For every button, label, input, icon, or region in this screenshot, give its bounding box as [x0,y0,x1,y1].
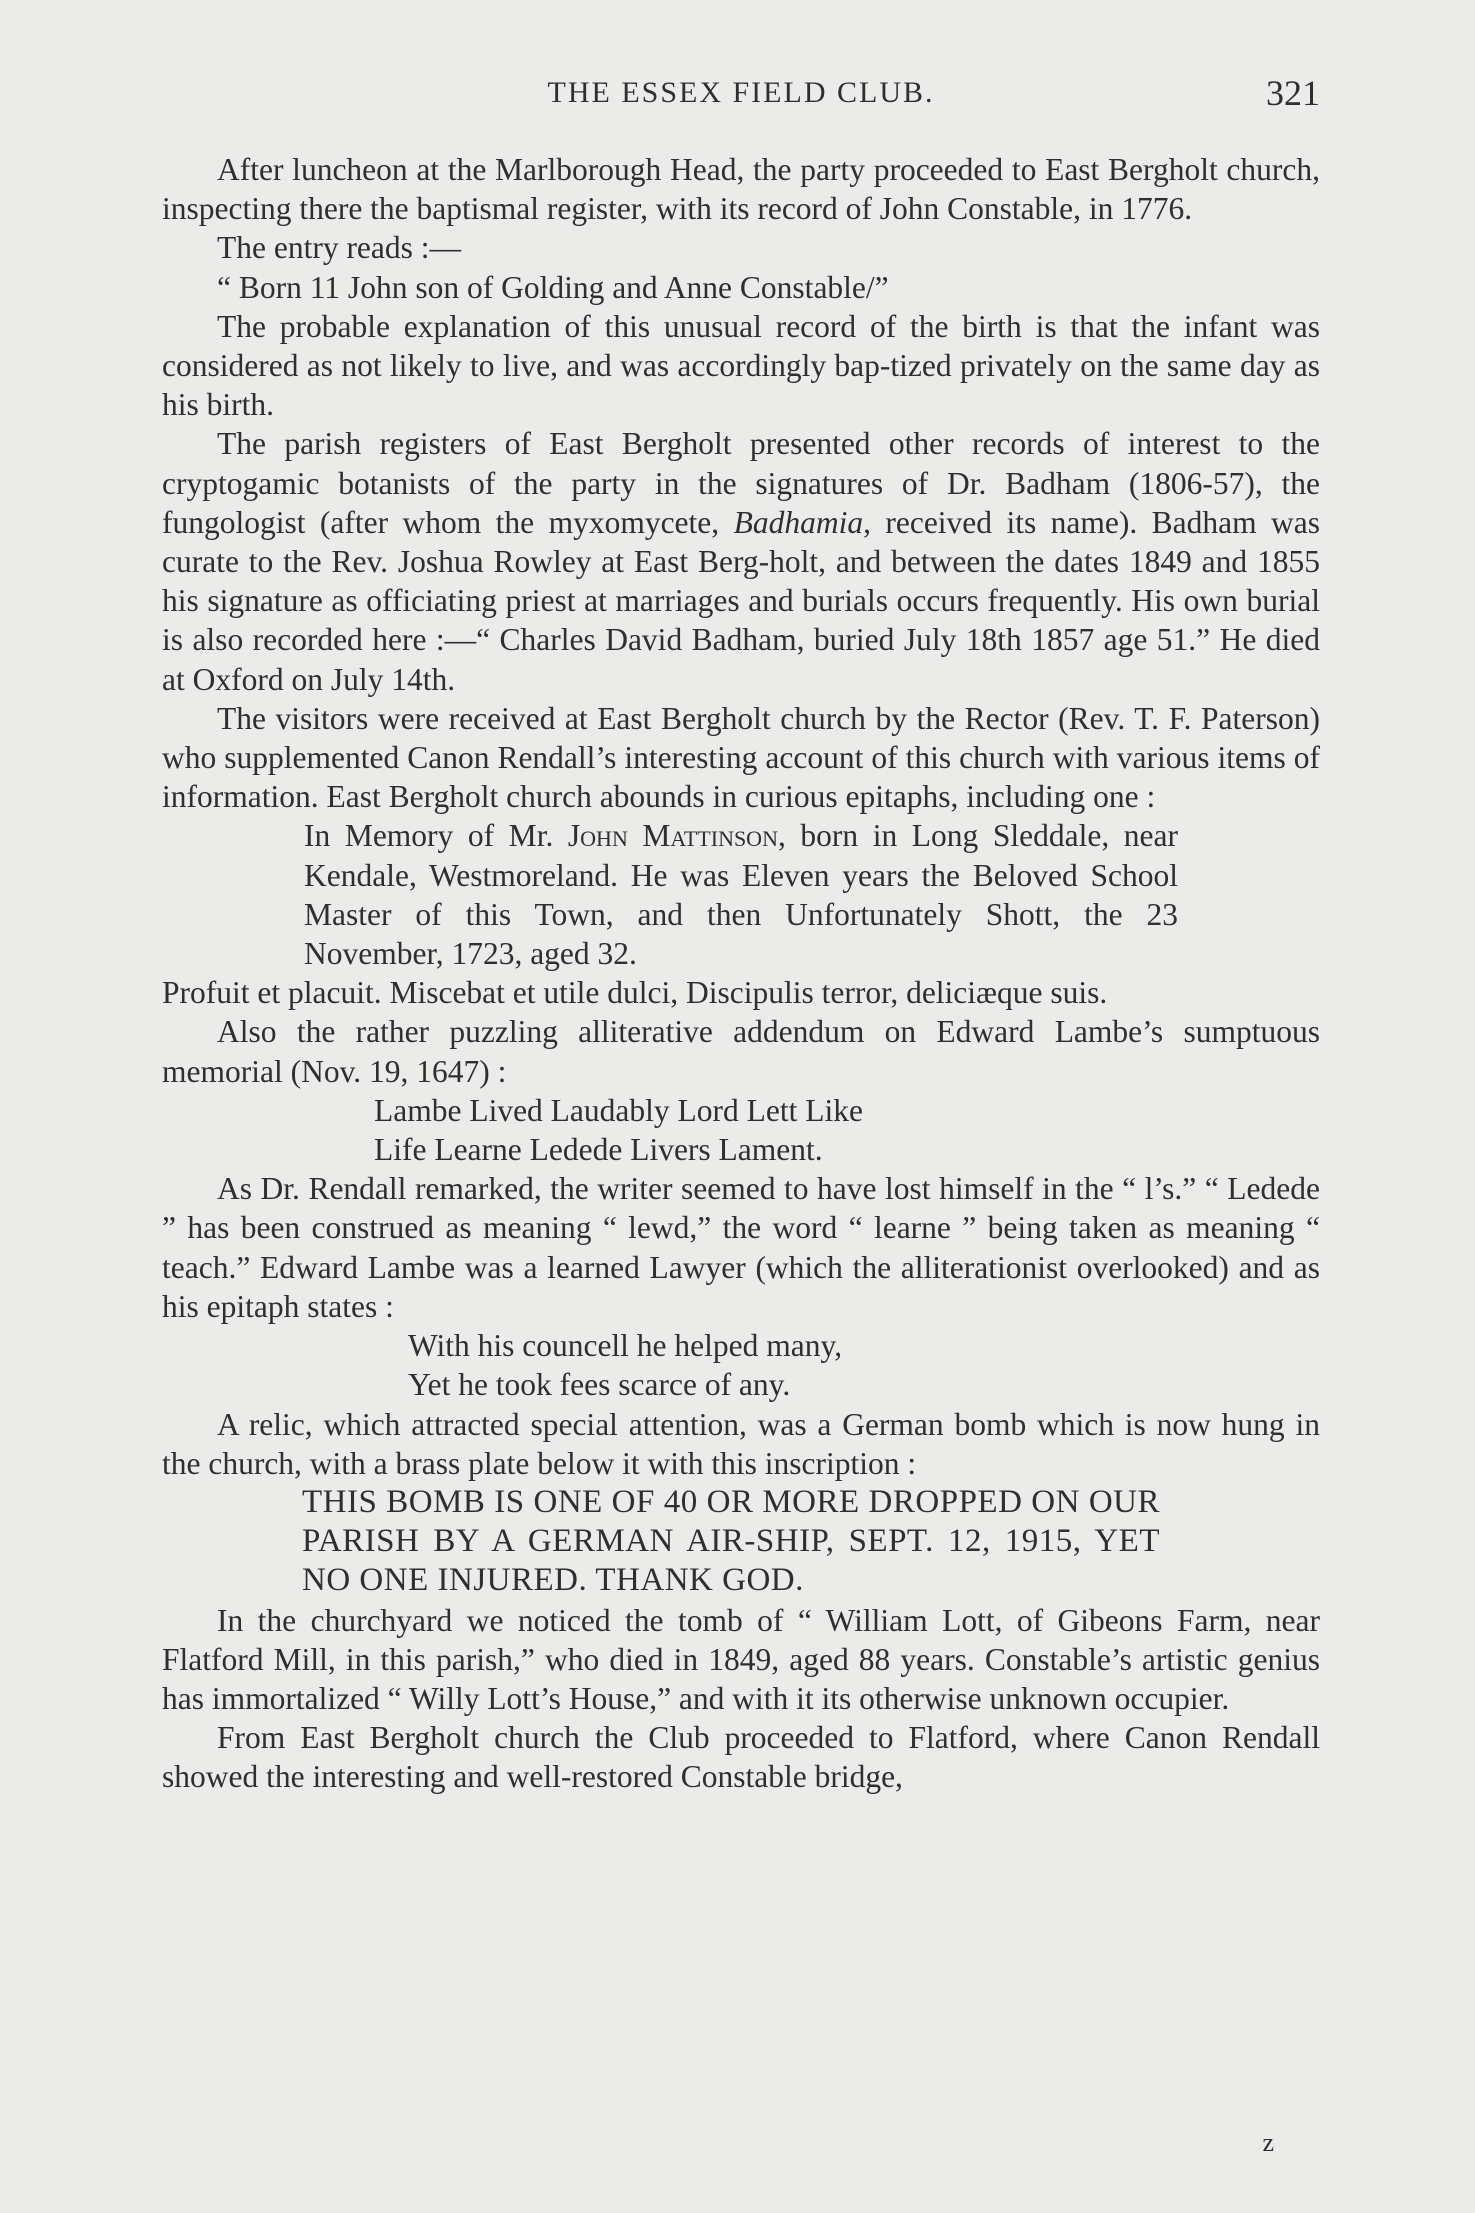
epitaph-verse [162,1326,1320,1404]
epitaph-mattinson [162,816,1320,973]
bomb-inscription: THIS BOMB IS ONE OF 40 OR MORE DROPPED ON OUR PARISH BY A GERMAN AIR-SHIP, SEPT. 12, 1915, YET NO ONE INJURED. THANK GOD. [302,1483,1160,1599]
paragraph-bomb-relic: A relic, which attracted special attention, was a German bomb which is now hung in the church, with a brass plate below it with this inscription : [162,1406,1320,1481]
paragraph-lambe-memorial: Also the rather puzzling alliterative addendum on Edward Lambe’s sumptuous memorial (Nov. 19, 1647) : [162,1014,1320,1089]
signature-mark: z [1262,2128,1275,2157]
page-header [162,72,1320,120]
page-number: 321 [1266,73,1320,113]
verse-line: With his councell he helped many, [408,1328,843,1364]
paragraph-entry-reads: The entry reads :— [217,230,462,266]
epitaph-text: , born in Long Sleddale, near Kendale, Westmoreland. He was Eleven years the Beloved School Master of this Town, and then Unfortunately Shott, the 23 November, 1723, aged 32. [304,818,1178,972]
alliterative-verse [162,1091,1320,1169]
paragraph-explanation: The probable explanation of this unusual record of the birth is that the infant was considered as not likely to live, and was accordingly bap-tized privately on the same day as his birth. [162,308,1320,423]
epitaph-text: In Memory of Mr. [304,818,568,854]
body-text [162,150,1320,1797]
verse-line: Life Learne Ledede Livers Lament. [374,1132,823,1168]
quote-register-entry: “ Born 11 John son of Golding and Anne Constable/” [217,269,889,305]
verse-line: Yet he took fees scarce of any. [408,1367,791,1403]
paragraph-churchyard: In the churchyard we noticed the tomb of “ William Lott, of Gibeons Farm, near Flatford Mill, in this parish,” who died in 1849, aged 88 years. Constable’s artistic genius has immortalized “ Willy Lott’s House,” and with it its otherwise unknown occupier. [162,1602,1320,1716]
paragraph-text: The parish registers of East Bergholt presented other records of interest to the cryptogamic botanists of the party in the signatures of Dr. Badham (1806-57), the fungologist (after whom the myxomycete, [162,426,1320,540]
paragraph-rendall-remark: As Dr. Rendall remarked, the writer seemed to have lost himself in the “ l’s.” “ Ledede ” has been construed as meaning “ lewd,” the word “ learne ” being taken as meaning “ teach.” Edward Lambe was a learned Lawyer (which the alliterationist overlooked) and as his epitaph states : [162,1171,1320,1324]
latin-inscription: Profuit et placuit. Miscebat et utile dulci, Discipulis terror, deliciæque suis. [162,975,1108,1011]
paragraph-visitors: The visitors were received at East Bergholt church by the Rector (Rev. T. F. Paterson) who supplemented Canon Rendall’s interesting account of this church with various items of information. East Bergholt church abounds in curious epitaphs, including one : [162,700,1320,815]
paragraph-flatford: From East Bergholt church the Club proceeded to Flatford, where Canon Rendall showed the interesting and well-restored Constable bridge, [162,1720,1320,1795]
italic-genus-name: Badhamia [733,504,864,540]
epitaph-name: John Mattinson [567,818,778,854]
paragraph-text: , received its name). Badham was curate to the Rev. Joshua Rowley at East Berg-holt, and between the dates 1849 and 1855 his signature as officiating priest at marriages and burials occurs frequently. His own burial is also recorded here :—“ Charles David Badham, buried July 18th 1857 age 51.” He died at Oxford on July 14th. [162,504,1320,697]
verse-line: Lambe Lived Laudably Lord Lett Like [374,1092,863,1128]
paragraph-luncheon: After luncheon at the Marlborough Head, the party proceeded to East Bergholt church, inspecting there the baptismal register, with its record of John Constable, in 1776. [162,152,1320,227]
paragraph-parish-registers [162,424,1320,698]
running-head: THE ESSEX FIELD CLUB. [547,76,935,109]
